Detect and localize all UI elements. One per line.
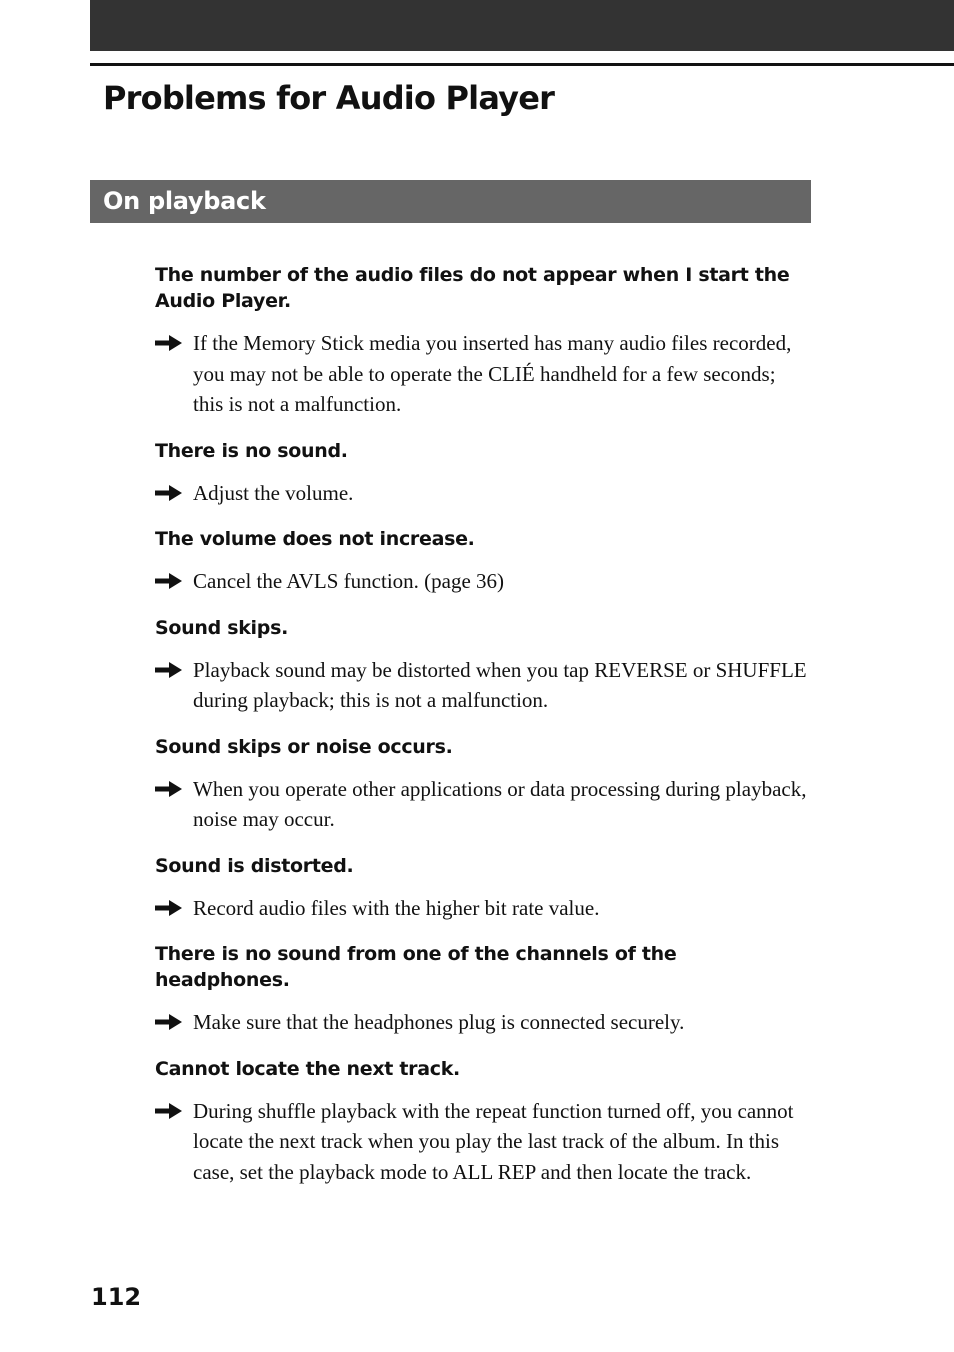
problem-item [155, 438, 811, 509]
problem-item [155, 853, 811, 924]
page-title: Problems for Audio Player [103, 79, 555, 117]
problem-heading: Cannot locate the next track. [155, 1057, 460, 1080]
problem-heading: There is no sound. [155, 439, 348, 462]
problem-heading: The number of the audio files do not appear when I start the Audio Player. [155, 264, 790, 312]
arrow-right-icon [155, 899, 183, 917]
solution [155, 328, 811, 420]
solution-text: Playback sound may be distorted when you tap REVERSE or SHUFFLE during playback; this is not a malfunction. [193, 657, 807, 712]
title-rule [90, 63, 954, 66]
arrow-right-icon [155, 780, 183, 798]
section-title: On playback [103, 187, 266, 215]
problem-item [155, 526, 811, 597]
solution [155, 893, 811, 924]
problem-item [155, 1056, 811, 1188]
arrow-right-icon [155, 661, 183, 679]
problem-heading: Sound is distorted. [155, 854, 354, 877]
arrow-right-icon [155, 1013, 183, 1031]
problem-heading: The volume does not increase. [155, 528, 475, 550]
solution-text: If the Memory Stick media you inserted has many audio files recorded, you may not be able to operate the CLIÉ handheld for a few seconds; this is not a malfunction. [193, 331, 792, 416]
solution-text: When you operate other applications or data processing during playback, noise may occur. [193, 776, 807, 831]
arrow-right-icon [155, 484, 183, 502]
arrow-right-icon [155, 1102, 183, 1120]
solution [155, 478, 811, 509]
problem-heading: Sound skips. [155, 616, 288, 639]
arrow-right-icon [155, 334, 183, 352]
problem-item [155, 734, 811, 835]
solution [155, 566, 811, 597]
problem-item [155, 262, 811, 420]
problem-list [155, 262, 811, 1205]
problem-item [155, 615, 811, 716]
solution [155, 655, 811, 716]
solution [155, 774, 811, 835]
solution [155, 1096, 811, 1188]
problem-heading: Sound skips or noise occurs. [155, 735, 453, 758]
arrow-right-icon [155, 572, 183, 590]
problem-heading: There is no sound from one of the channels of the headphones. [155, 943, 677, 991]
solution [155, 1007, 811, 1038]
solution-text: Adjust the volume. [193, 480, 354, 505]
solution-text: During shuffle playback with the repeat function turned off, you cannot locate the next track when you play the last track of the album. In this case, set the playback mode to ALL REP and then locate the track. [193, 1098, 794, 1184]
solution-text: Record audio files with the higher bit rate value. [193, 895, 600, 920]
header-bar [90, 0, 954, 51]
solution-text: Make sure that the headphones plug is connected securely. [193, 1010, 685, 1034]
section-header [90, 180, 811, 223]
problem-item [155, 941, 811, 1038]
solution-text: Cancel the AVLS function. (page 36) [193, 569, 505, 593]
page-number: 112 [91, 1283, 142, 1311]
